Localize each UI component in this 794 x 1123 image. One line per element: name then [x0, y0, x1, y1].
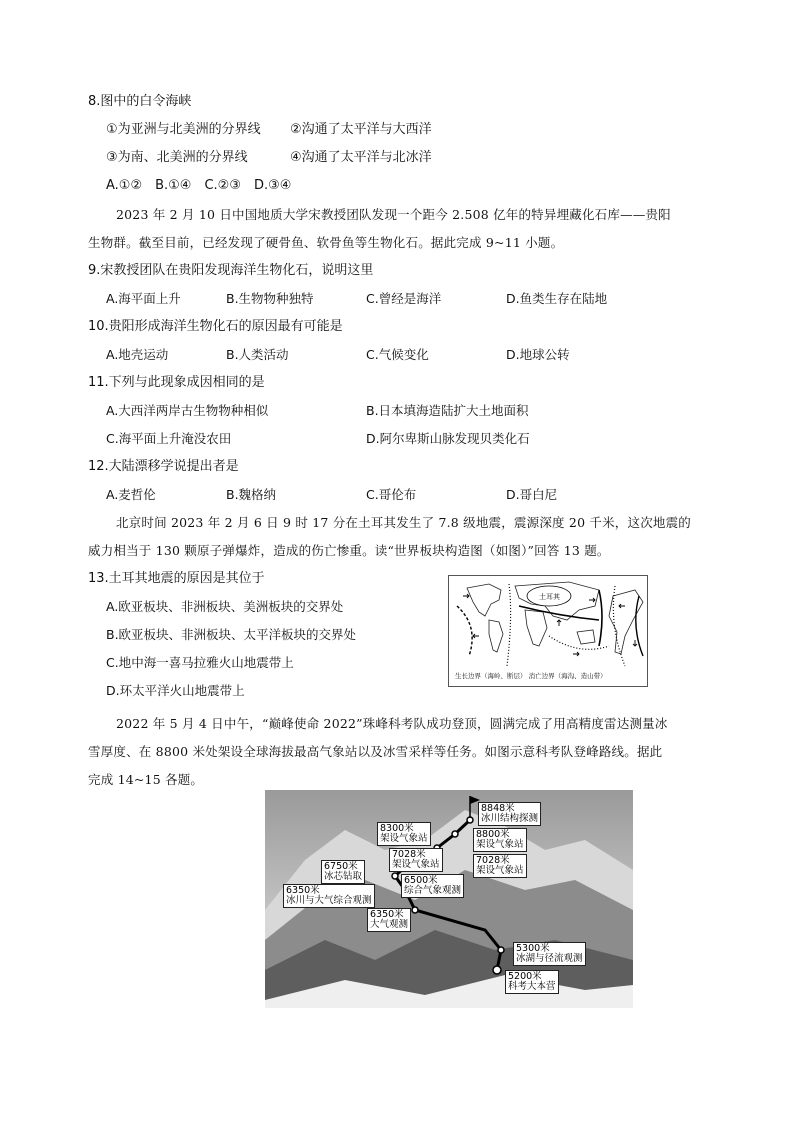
everest-route-diagram: [265, 790, 633, 1008]
q11-stem: 11.下列与此现象成因相同的是: [88, 375, 265, 390]
map-legend: 生长边界（海岭、断层） 消亡边界（海沟、造山带）: [455, 672, 607, 680]
q13-option-b[interactable]: B.欧亚板块、非洲板块、太平洋板块的交界处: [106, 627, 357, 642]
q8-options: A.①② B.①④ C.②③ D.③④: [106, 178, 292, 193]
route-label-7028-right: 7028米 架设气象站: [473, 854, 527, 878]
q13-option-c[interactable]: C.地中海一喜马拉雅火山地震带上: [106, 655, 294, 670]
q11-option-d[interactable]: D.阿尔卑斯山脉发现贝类化石: [366, 431, 530, 446]
q9-option-c[interactable]: C.曾经是海洋: [366, 291, 442, 306]
route-label-5200: 5200米 科考大本营: [505, 970, 559, 994]
route-label-7028-left: 7028米 架设气象站: [389, 848, 443, 872]
q9-option-d[interactable]: D.鱼类生存在陆地: [506, 291, 608, 306]
route-label-5300: 5300米 冰湖与径流观测: [513, 942, 586, 966]
q8-stem: 8.图中的白令海峡: [88, 94, 192, 109]
passage-2-line-2: 威力相当于 130 颗原子弹爆炸，造成的伤亡惨重。读“世界板块构造图（如图）”回答 13 题。: [88, 543, 610, 558]
route-label-8300: 8300米 架设气象站: [377, 822, 431, 846]
passage-1-line-1: 2023 年 2 月 10 日中国地质大学宋教授团队发现一个距今 2.508 亿年的特异埋藏化石库——贵阳: [116, 207, 671, 222]
q10-option-c[interactable]: C.气候变化: [366, 347, 429, 362]
q10-option-a[interactable]: A.地壳运动: [106, 347, 169, 362]
passage-3-line-3: 完成 14~15 各题。: [88, 772, 204, 787]
q10-option-b[interactable]: B.人类活动: [226, 347, 289, 362]
route-label-6500: 6500米 综合气象观测: [401, 874, 464, 898]
q11-option-b[interactable]: B.日本填海造陆扩大土地面积: [366, 403, 529, 418]
q11-option-c[interactable]: C.海平面上升淹没农田: [106, 431, 232, 446]
q9-stem: 9.宋教授团队在贵阳发现海洋生物化石，说明这里: [88, 263, 374, 278]
q13-option-d[interactable]: D.环太平洋火山地震带上: [106, 683, 245, 698]
route-label-8800: 8800米 架设气象站: [473, 828, 527, 852]
q13-option-a[interactable]: A.欧亚板块、非洲板块、美洲板块的交界处: [106, 599, 344, 614]
q8-statement-3: ③为南、北美洲的分界线: [106, 150, 248, 165]
q9-option-b[interactable]: B.生物物种独特: [226, 291, 314, 306]
q13-stem: 13.土耳其地震的原因是其位于: [88, 571, 265, 586]
q12-option-c[interactable]: C.哥伦布: [366, 487, 417, 502]
q8-statement-2: ②沟通了太平洋与大西洋: [290, 122, 432, 137]
route-label-6350-bottom: 6350米 大气观测: [367, 908, 411, 932]
q10-option-d[interactable]: D.地球公转: [506, 347, 570, 362]
q10-stem: 10.贵阳形成海洋生物化石的原因最有可能是: [88, 319, 343, 334]
q12-option-d[interactable]: D.哥白尼: [506, 487, 558, 502]
route-label-6350-left: 6350米 冰川与大气综合观测: [283, 884, 375, 908]
map-turkey-label: 土耳其: [539, 593, 560, 601]
q8-statement-1: ①为亚洲与北美洲的分界线: [106, 122, 261, 137]
q12-option-a[interactable]: A.麦哲伦: [106, 487, 156, 502]
route-label-6750: 6750米 冰芯钻取: [321, 860, 365, 884]
route-label-8848: 8848米 冰川结构探测: [478, 802, 541, 826]
q8-statement-4: ④沟通了太平洋与北冰洋: [290, 150, 432, 165]
q12-stem: 12.大陆漂移学说提出者是: [88, 459, 239, 474]
q11-option-a[interactable]: A.大西洋两岸古生物物种相似: [106, 403, 269, 418]
passage-3-line-2: 雪厚度、在 8800 米处架设全球海拔最高气象站以及冰雪采样等任务。如图示意科考队登峰路线。据此: [88, 744, 663, 759]
passage-2-line-1: 北京时间 2023 年 2 月 6 日 9 时 17 分在土耳其发生了 7.8 级地震，震源深度 20 千米，这次地震的: [116, 515, 691, 530]
q12-option-b[interactable]: B.魏格纳: [226, 487, 277, 502]
passage-3-line-1: 2022 年 5 月 4 日中午，“巅峰使命 2022”珠峰科考队成功登顶，圆满完成了用高精度雷达测量冰: [116, 716, 668, 731]
passage-1-line-2: 生物群。截至目前，已经发现了硬骨鱼、软骨鱼等生物化石。据此完成 9~11 小题。: [88, 235, 564, 250]
q9-option-a[interactable]: A.海平面上升: [106, 291, 181, 306]
